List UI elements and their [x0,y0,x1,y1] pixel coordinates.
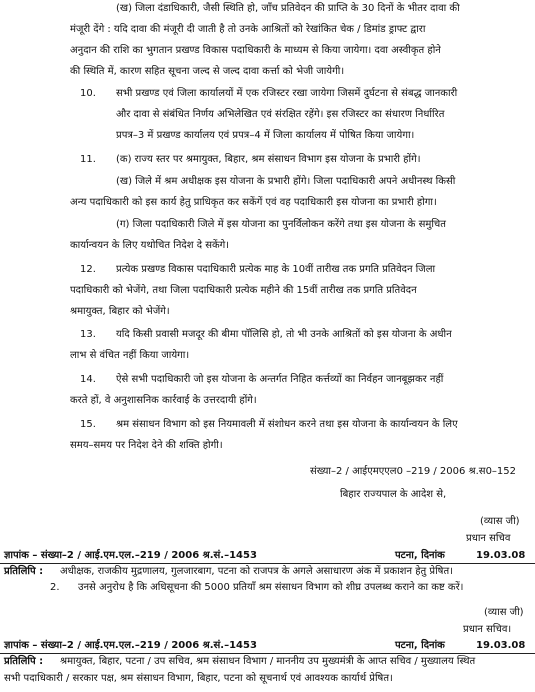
para-11-ga-line-2: कार्यान्वयन के लिए यथोचित निदेश दे सकेंगे। [70,240,230,251]
memo-2-copy-text-line-1: श्रमायुक्त, बिहार, पटना / उप सचिव, श्रम संसाधन विभाग / माननीय उप मुख्यमंत्री के आप्त सचिव / मुख्यालय स्थित [60,656,476,667]
para-12-line-3: श्रमायुक्त, बिहार को भेजेंगे। [70,306,170,317]
para-13-line-1: यदि किसी प्रवासी मजदूर की बीमा पॉलिसि हो, तो भी उनके आश्रितों को इस योजना के अधीन [116,329,452,340]
para-15-line-1: श्रम संसाधन विभाग को इस नियमावली में संशोधन करने तथा इस योजना के कार्यान्वयन के लिए [116,419,458,430]
para-13-number: 13. [80,329,96,340]
para-11-kha-line-2: अन्य पदाधिकारी को इस कार्य हेतु प्राधिकृत कर सकेंगें एवं वह पदाधिकारी इस योजना का प्रभारी होगा। [70,197,437,208]
order-reference: संख्या–2 / आईएमएएल0 –219 / 2006 श्र.स0–152 [310,466,517,477]
para-13-line-2: लाभ से वंचित नहीं किया जायेगा। [70,350,190,361]
para-15-line-2: समय–समय पर निदेश देने की शक्ति होगी। [70,440,223,451]
memo-1-signature-name: (व्यास जी) [484,607,524,618]
memo-1-copy-text: अधीक्षक, राजकीय मुद्रणालय, गुलजारबाग, पटना को राजपत्र के अगले असाधारण अंक में प्रकाशन हेतु प्रेषित। [60,566,453,577]
para-10-line-2: और दावा से संबंधित निर्णय अभिलेखित एवं संरक्षित रहेंगे। इस रजिस्टर का संधारण निर्धारित [116,109,445,120]
para-14-number: 14. [80,374,96,385]
para-10-number: 10. [80,88,96,99]
para-14-line-2: करते हों, वे अनुशासनिक कार्रवाई के उत्तरदायी होंगे। [70,395,257,406]
signature-name: (व्यास जी) [480,516,520,527]
memo-1-copy-label: प्रतिलिपि : [4,566,44,577]
memo-2-copy-label: प्रतिलिपि : [4,656,44,667]
para-15-number: 15. [80,419,96,430]
memo-1-date: 19.03.08 [476,550,526,561]
para-10-line-1: सभी प्रखण्ड एवं जिला कार्यालयों में एक रजिस्टर रखा जायेगा जिसमें दुर्घटना से संबद्ध जानकारी [116,88,458,99]
signature-designation: प्रधान सचिव [466,533,511,544]
memo-1-item-2-text: उनसे अनुरोध है कि अधिसूचना की 5000 प्रतियाँ श्रम संसाधन विभाग को शीघ्र उपलब्ध कराने का कष्ट करें। [78,582,464,593]
para-14-line-1: ऐसे सभी पदाधिकारी जो इस योजना के अन्तर्गत निहित कर्त्तव्यों का निर्वहन जानबूझकर नहीं [116,374,444,385]
memo-2-rule [0,653,535,654]
para-10-line-3: प्रपत्र–3 में प्रखण्ड कार्यालय एवं प्रपत्र–4 में जिला कार्यालय में पोषित किया जायेगा। [116,130,415,141]
para-9b-line-4: की स्थिति में, कारण सहित सूचना जल्द से जल्द दावा कर्त्ता को भेजी जायेगी। [70,66,345,77]
memo-2-date: 19.03.08 [476,640,526,651]
memo-1-place-date-label: पटना, दिनांक [395,550,445,561]
memo-1-gyapank: ज्ञापांक – संख्या–2 / आई.एम.एल.–219 / 2006 श्र.सं.–1453 [4,550,257,561]
para-11-ga-line-1: (ग) जिला पदाधिकारी जिले में इस योजना का पुनर्विलोकन करेंगे तथा इस योजना के समुचित [116,219,446,230]
para-12-line-1: प्रत्येक प्रखण्ड विकास पदाधिकारी प्रत्येक माह के 10वीं तारीख तक प्रगति प्रतिवेदन जिला [116,264,436,275]
memo-1-signature-designation: प्रधान सचिव। [463,624,512,635]
memo-1-item-2-number: 2. [50,582,60,593]
memo-2-place-date-label: पटना, दिनांक [395,640,445,651]
memo-2-gyapank: ज्ञापांक – संख्या–2 / आई.एम.एल.–219 / 2006 श्र.सं.–1453 [4,640,257,651]
para-11-number: 11. [80,154,96,165]
by-order-of-governor: बिहार राज्यपाल के आदेश से, [340,489,447,500]
para-9b-line-3: अनुदान की राशि का भुगतान प्रखण्ड विकास पदाधिकारी के माध्यम से किया जायेगा। दवा अस्वीकृत होने [70,45,441,56]
para-9b-line-1: (ख) जिला दंडाधिकारी, जैसी स्थिति हो, जाँच प्रतिवेदन की प्राप्ति के 30 दिनों के भीतर दावा की [116,3,460,14]
para-12-number: 12. [80,264,96,275]
para-12-line-2: पदाधिकारी को भेजेंगे, तथा जिला पदाधिकारी प्रत्येक महीने की 15वीं तारीख तक प्रगति प्रतिवेदन [70,285,417,296]
memo-1-rule [0,563,535,564]
para-11-ka: (क) राज्य स्तर पर श्रमायुक्त, बिहार, श्रम संसाधन विभाग इस योजना के प्रभारी होंगे। [116,154,421,165]
para-11-kha-line-1: (ख) जिले में श्रम अधीक्षक इस योजना के प्रभारी होंगे। जिला पदाधिकारी अपने अधीनस्थ किसी [116,176,456,187]
memo-2-copy-text-line-2: सभी पदाधिकारी / सरकार पक्ष, श्रम संसाधन विभाग, बिहार, पटना को सूचनार्थ एवं आवश्यक कार्यार्थ प्रेषित। [4,673,393,684]
para-9b-line-2: मंजूरी देंगे : यदि दावा की मंजूरी दी जाती है तो उनके आश्रितों को रेखांकित चेक / डिमांड ड्राफ्ट द्वारा [70,24,426,35]
